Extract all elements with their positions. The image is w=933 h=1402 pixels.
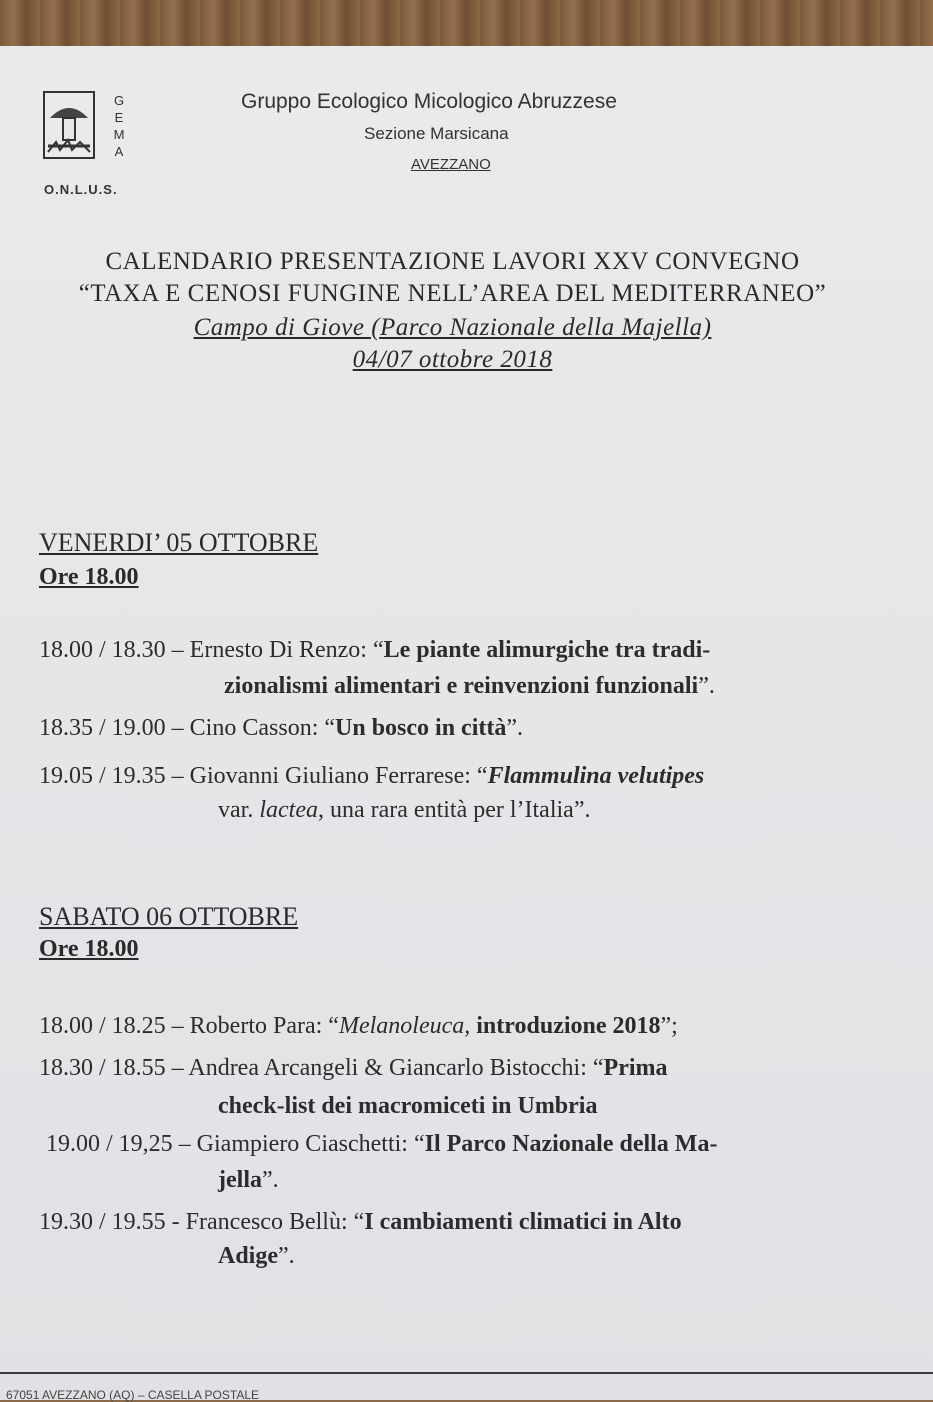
schedule-entry-continuation — [218, 1164, 279, 1196]
organization-city: AVEZZANO — [411, 156, 491, 173]
talk-title: zionalismi alimentari e reinvenzioni funzionali — [224, 673, 699, 699]
speaker: Andrea Arcangeli & Giancarlo Bistocchi: “ — [188, 1055, 604, 1081]
speaker: Roberto Para: “ — [189, 1013, 339, 1039]
talk-title: Flammulina velutipes — [487, 763, 705, 789]
text: , una rara entità per l’Italia”. — [317, 797, 591, 823]
time-slot: 18.35 / 19.00 – — [39, 715, 184, 741]
schedule-entry-continuation — [218, 1090, 597, 1122]
footer-divider — [0, 1372, 933, 1374]
punctuation: ”; — [660, 1013, 678, 1039]
talk-title: jella — [218, 1167, 262, 1193]
schedule-entry — [39, 1206, 682, 1238]
schedule-entry-continuation — [224, 670, 715, 702]
speaker: Francesco Bellù: “ — [185, 1209, 365, 1235]
talk-title-italic: Melanoleuca, — [338, 1013, 471, 1039]
talk-title: Un bosco in città — [335, 715, 507, 741]
time-slot: 19.00 / 19,25 – — [46, 1131, 191, 1157]
day-start-time: Ore 18.00 — [39, 936, 139, 962]
schedule-entry — [39, 1052, 668, 1084]
schedule-entry — [46, 1128, 717, 1160]
event-dates: 04/07 ottobre 2018 — [352, 346, 553, 373]
organization-name: Gruppo Ecologico Micologico Abruzzese — [241, 90, 617, 113]
talk-title: Il Parco Nazionale della Ma- — [424, 1131, 718, 1157]
logo-letter: M — [113, 127, 125, 142]
talk-title: check-list dei macromiceti in Umbria — [218, 1093, 598, 1119]
logo-letter: G — [113, 93, 125, 108]
time-slot: 19.30 / 19.55 - — [39, 1209, 180, 1235]
onlus-label: O.N.L.U.S. — [44, 182, 118, 197]
punctuation: ”. — [506, 715, 524, 741]
punctuation: ”. — [278, 1243, 295, 1269]
talk-title: Le piante alimurgiche tra tradi- — [383, 637, 711, 663]
speaker: Ernesto Di Renzo: “ — [189, 637, 384, 663]
speaker: Cino Casson: “ — [189, 715, 336, 741]
schedule-entry — [39, 634, 710, 666]
talk-title: Prima — [603, 1055, 668, 1081]
speaker: Giovanni Giuliano Ferrarese: “ — [189, 763, 488, 789]
document-title-line2: “TAXA E CENOSI FUNGINE NELL’AREA DEL MEDITERRANEO” — [78, 280, 827, 307]
time-slot: 18.00 / 18.30 – — [39, 637, 184, 663]
logo-letter: A — [114, 144, 124, 159]
organization-section: Sezione Marsicana — [364, 124, 509, 143]
schedule-entry — [39, 1010, 678, 1042]
logo-letters — [112, 92, 126, 160]
talk-title: I cambiamenti climatici in Alto — [364, 1209, 682, 1235]
schedule-entry — [39, 712, 523, 744]
gema-logo — [42, 90, 100, 164]
punctuation: ”. — [698, 673, 715, 699]
speaker: Giampiero Ciaschetti: “ — [196, 1131, 425, 1157]
event-location: Campo di Giove (Parco Nazionale della Majella) — [193, 314, 712, 341]
day-start-time: Ore 18.00 — [39, 564, 139, 590]
schedule-entry-continuation — [218, 1240, 295, 1272]
logo-letter: E — [114, 110, 124, 125]
text: var. — [218, 797, 260, 823]
punctuation: ”. — [261, 1167, 279, 1193]
day-heading-saturday: SABATO 06 OTTOBRE — [39, 902, 299, 931]
talk-title: introduzione 2018 — [470, 1013, 661, 1039]
document-page — [0, 46, 933, 1400]
species-name: lactea — [259, 797, 318, 823]
schedule-entry — [39, 760, 704, 792]
document-title-line1: CALENDARIO PRESENTAZIONE LAVORI XXV CONVEGNO — [105, 248, 800, 275]
time-slot: 19.05 / 19.35 – — [39, 763, 184, 789]
talk-title: Adige — [218, 1243, 278, 1269]
schedule-entry-continuation — [218, 794, 590, 826]
time-slot: 18.30 / 18.55 – — [39, 1055, 184, 1081]
time-slot: 18.00 / 18.25 – — [39, 1013, 184, 1039]
day-heading-friday: VENERDI’ 05 OTTOBRE — [39, 528, 319, 557]
footer-address: 67051 AVEZZANO (AQ) – CASELLA POSTALE — [6, 1388, 259, 1402]
